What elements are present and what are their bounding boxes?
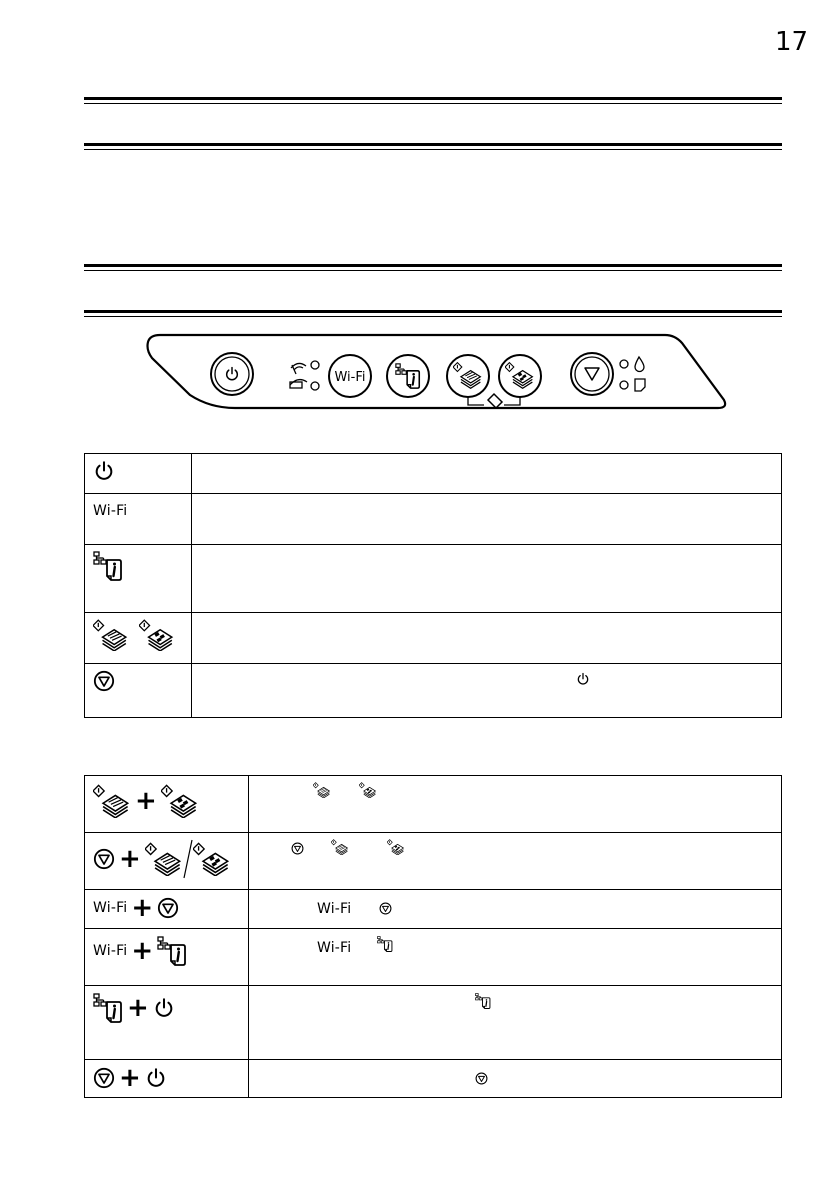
- icon-cell: [85, 1060, 249, 1098]
- bw-copy-icon: [93, 619, 129, 651]
- bw-copy-icon: [331, 839, 349, 855]
- stop-icon: [475, 1072, 488, 1085]
- table-row: [85, 454, 782, 494]
- network-status-icon: [157, 936, 187, 966]
- table-row: [85, 890, 782, 929]
- icon-cell: [85, 664, 192, 718]
- section-rule: [84, 97, 782, 104]
- stop-icon: [157, 897, 179, 919]
- icon-cell: [85, 494, 192, 545]
- power-icon: [145, 1067, 167, 1089]
- color-copy-icon: [139, 619, 175, 651]
- wifi-text-icon: Wi-Fi: [316, 940, 352, 956]
- plus-icon: +: [119, 1063, 141, 1093]
- icon-cell: [85, 613, 192, 664]
- table-row: [85, 776, 782, 833]
- wifi-button[interactable]: [329, 355, 371, 397]
- stop-button[interactable]: [571, 353, 613, 395]
- description-cell: [248, 833, 781, 890]
- description-cell: [248, 776, 781, 833]
- network-status-icon: [377, 936, 393, 952]
- network-status-icon: [93, 551, 123, 581]
- bw-copy-icon: [313, 782, 331, 798]
- wifi-direct-led-icon: [290, 380, 319, 390]
- plus-icon: +: [127, 993, 149, 1023]
- slash-divider: [183, 839, 193, 879]
- description-cell: [191, 494, 781, 545]
- copies-icon: [488, 394, 502, 408]
- stop-icon: [93, 1067, 115, 1089]
- description-cell: [248, 929, 781, 986]
- network-status-icon: [475, 993, 491, 1009]
- icon-cell: [85, 833, 249, 890]
- bw-copy-icon: [145, 842, 183, 876]
- network-status-button[interactable]: [387, 355, 429, 397]
- icon-cell: [85, 890, 249, 929]
- table-row: [85, 1060, 782, 1098]
- section-rule: [84, 143, 782, 150]
- stop-icon: [93, 848, 115, 870]
- paper-led-icon: [620, 379, 645, 391]
- power-icon: [576, 672, 590, 686]
- wifi-button-label: Wi-Fi: [334, 370, 366, 385]
- ink-led-icon: [620, 357, 644, 372]
- bw-copy-button[interactable]: [447, 355, 489, 397]
- description-cell: [248, 1060, 781, 1098]
- bw-copy-icon: [93, 784, 131, 818]
- table-row: [85, 833, 782, 890]
- description-cell: [191, 454, 781, 494]
- power-icon: [153, 997, 175, 1019]
- icon-cell: [85, 454, 192, 494]
- color-copy-icon: [161, 784, 199, 818]
- table-row: [85, 494, 782, 545]
- section-rule: [84, 310, 782, 317]
- icon-cell: [85, 545, 192, 613]
- section-rule: [84, 264, 782, 271]
- color-copy-icon: [359, 782, 377, 798]
- color-copy-button[interactable]: [499, 355, 541, 397]
- control-panel-illustration: [140, 330, 730, 414]
- wifi-text-icon: Wi-Fi: [316, 901, 352, 917]
- color-copy-icon: [193, 842, 231, 876]
- description-cell: [248, 890, 781, 929]
- table-row: [85, 929, 782, 986]
- stop-icon: [379, 902, 392, 915]
- buttons-table: [84, 453, 782, 718]
- power-icon: [93, 460, 115, 482]
- description-cell: [248, 986, 781, 1060]
- network-status-icon: [93, 993, 123, 1023]
- icon-cell: [85, 776, 249, 833]
- plus-icon: +: [131, 936, 154, 966]
- table-row: [85, 613, 782, 664]
- plus-icon: +: [135, 786, 157, 816]
- icon-cell: [85, 929, 249, 986]
- table-row: [85, 986, 782, 1060]
- description-cell: [191, 545, 781, 613]
- color-copy-icon: [387, 839, 405, 855]
- table-row: [85, 664, 782, 718]
- stop-icon: [291, 842, 304, 855]
- plus-icon: +: [131, 893, 154, 923]
- table-row: [85, 545, 782, 613]
- plus-icon: +: [119, 844, 141, 874]
- description-cell: [191, 664, 781, 718]
- wifi-led-icon: [291, 361, 319, 374]
- button-combinations-table: [84, 775, 782, 1098]
- stop-icon: [93, 670, 115, 692]
- wifi-text-icon: Wi-Fi: [93, 900, 128, 916]
- wifi-text-icon: Wi-Fi: [93, 503, 128, 519]
- power-button[interactable]: [211, 353, 253, 395]
- description-cell: [191, 613, 781, 664]
- wifi-text-icon: Wi-Fi: [93, 943, 128, 959]
- icon-cell: [85, 986, 249, 1060]
- page-number: 17: [775, 27, 809, 57]
